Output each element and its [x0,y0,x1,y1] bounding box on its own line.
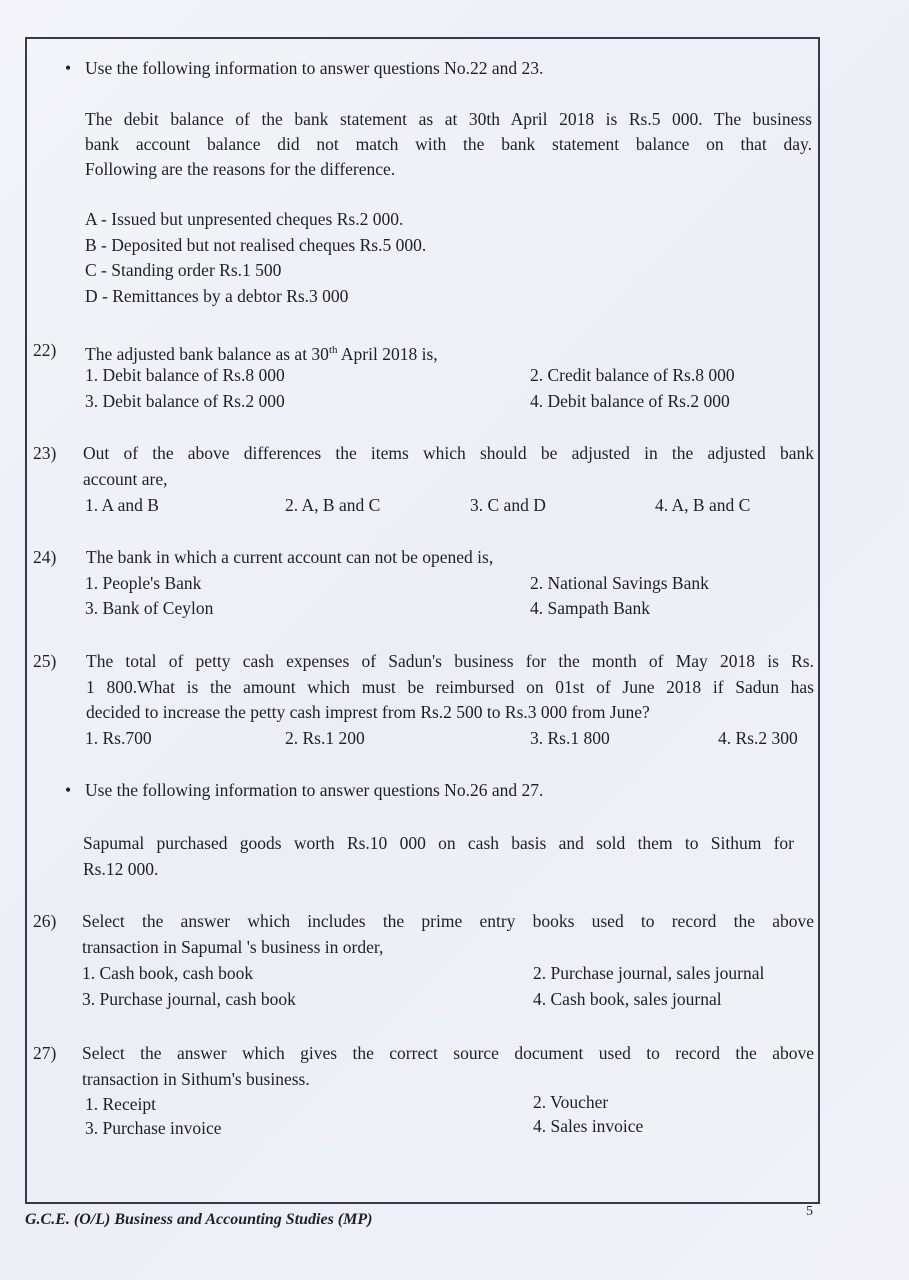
option: 2. Purchase journal, sales journal [533,963,765,983]
option: 1. Receipt [85,1094,156,1114]
question-text: transaction in Sithum's business. [82,1069,310,1089]
option: 2. Rs.1 200 [285,728,365,748]
question-number: 23) [33,443,57,463]
info-bullet-26-27: • Use the following information to answer questions No.26 and 27. [65,779,543,801]
question-text: The total of petty cash expenses of Sadun's business for the month of May 2018 is Rs. [86,651,814,671]
option: 2. A, B and C [285,495,381,515]
info-paragraph-line: Following are the reasons for the difference. [85,159,396,179]
question-text: Select the answer which gives the correct source document used to record the above [82,1043,814,1063]
option: 3. Rs.1 800 [530,728,610,748]
option: 1. Debit balance of Rs.8 000 [85,365,285,385]
option: 1. Rs.700 [85,728,152,748]
question-number: 24) [33,547,57,567]
difference-item-c: C - Standing order Rs.1 500 [85,260,282,280]
difference-item-a: A - Issued but unpresented cheques Rs.2 000. [85,209,404,229]
question-text: 1 800.What is the amount which must be reimbursed on 01st of June 2018 if Sadun has [86,677,814,697]
question-text: account are, [83,469,168,489]
info-paragraph-line: Rs.12 000. [83,859,159,879]
question-text: The adjusted bank balance as at 30th April 2018 is, [85,343,438,364]
page-number: 5 [806,1204,813,1219]
option: 2. Voucher [533,1092,609,1112]
option: 1. People's Bank [85,573,202,593]
option: 1. A and B [85,495,159,515]
question-number: 26) [33,911,57,931]
info-paragraph-line: Sapumal purchased goods worth Rs.10 000 on cash basis and sold them to Sithum for [83,833,794,853]
option: 4. Debit balance of Rs.2 000 [530,391,730,411]
option: 3. C and D [470,495,546,515]
option: 4. Sales invoice [533,1116,644,1136]
question-text: transaction in Sapumal 's business in order, [82,937,384,957]
option: 4. Rs.2 300 [718,728,798,748]
option: 2. Credit balance of Rs.8 000 [530,365,735,385]
question-number: 25) [33,651,57,671]
footer-title: G.C.E. (O/L) Business and Accounting Studies (MP) [25,1211,373,1228]
question-text: Select the answer which includes the prime entry books used to record the above [82,911,814,931]
question-text: The bank in which a current account can not be opened is, [86,547,494,567]
option: 3. Purchase journal, cash book [82,989,296,1009]
difference-item-d: D - Remittances by a debtor Rs.3 000 [85,286,349,306]
question-number: 22) [33,340,57,360]
option: 3. Bank of Ceylon [85,598,214,618]
info-paragraph-line: bank account balance did not match with the bank statement balance on that day. [85,134,812,154]
option: 3. Debit balance of Rs.2 000 [85,391,285,411]
info-paragraph-line: The debit balance of the bank statement as at 30th April 2018 is Rs.5 000. The business [85,109,812,129]
option: 2. National Savings Bank [530,573,709,593]
option: 4. Cash book, sales journal [533,989,722,1009]
difference-item-b: B - Deposited but not realised cheques Rs.5 000. [85,235,427,255]
info-bullet-22-23: • Use the following information to answer questions No.22 and 23. [65,57,543,79]
question-text: Out of the above differences the items which should be adjusted in the adjusted bank [83,443,814,463]
question-text: decided to increase the petty cash imprest from Rs.2 500 to Rs.3 000 from June? [86,702,650,722]
question-number: 27) [33,1043,57,1063]
option: 4. A, B and C [655,495,751,515]
option: 3. Purchase invoice [85,1118,222,1138]
option: 4. Sampath Bank [530,598,651,618]
option: 1. Cash book, cash book [82,963,254,983]
